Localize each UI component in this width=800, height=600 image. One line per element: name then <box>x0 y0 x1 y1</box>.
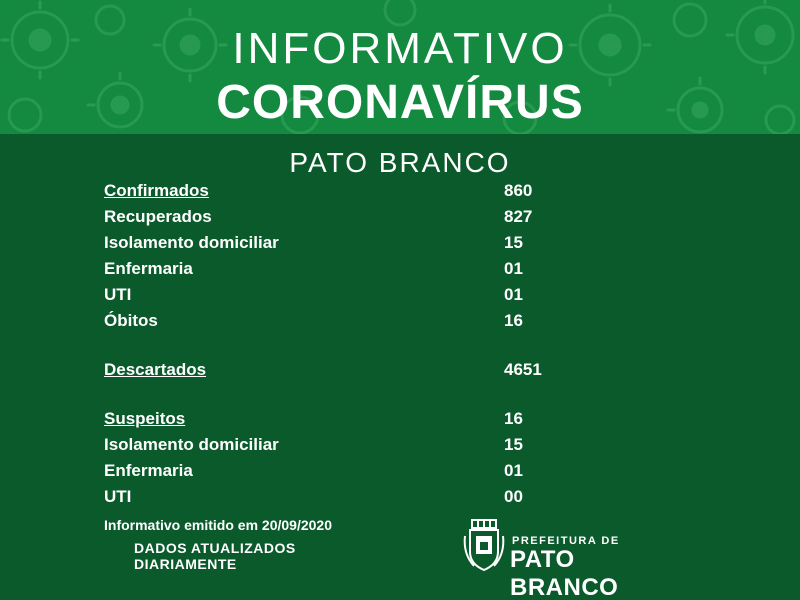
stat-row-obitos <box>104 308 664 334</box>
stat-label: Enfermaria <box>104 461 193 480</box>
stat-row-suspeitos <box>104 406 664 432</box>
stat-row-suspeitos-enfermaria <box>104 458 664 484</box>
stat-value: 827 <box>504 207 533 226</box>
stat-row-descartados <box>104 357 664 383</box>
emitted-date-note: Informativo emitido em 20/09/2020 <box>104 517 332 533</box>
stat-row-confirmados <box>104 178 664 204</box>
city-crest-icon <box>462 518 506 574</box>
statistics-table <box>104 178 664 510</box>
stat-value: 16 <box>504 311 523 330</box>
stat-row-recuperados <box>104 204 664 230</box>
stat-value: 01 <box>504 461 523 480</box>
stat-value: 15 <box>504 233 523 252</box>
logo-city-text: PATO BRANCO <box>510 546 619 600</box>
stat-row-suspeitos-isolamento <box>104 432 664 458</box>
stat-row-isolamento <box>104 230 664 256</box>
stat-label: Isolamento domiciliar <box>104 233 279 252</box>
daily-update-note <box>134 540 296 572</box>
stat-label: UTI <box>104 487 132 506</box>
daily-update-line2: DIARIAMENTE <box>134 556 237 572</box>
section-spacer <box>104 334 664 357</box>
stat-row-suspeitos-uti <box>104 484 664 510</box>
stat-label: UTI <box>104 285 132 304</box>
stat-label: Isolamento domiciliar <box>104 435 279 454</box>
title-informativo: INFORMATIVO <box>232 24 568 73</box>
stat-label: Recuperados <box>104 207 212 226</box>
title-coronavirus: CORONAVÍRUS <box>216 76 584 129</box>
stat-value: 01 <box>504 285 523 304</box>
daily-update-line1: DADOS ATUALIZADOS <box>134 540 296 556</box>
stat-row-uti <box>104 282 664 308</box>
prefeitura-logo <box>462 518 682 600</box>
stat-value: 01 <box>504 259 523 278</box>
stat-value: 00 <box>504 487 523 506</box>
stat-value: 860 <box>504 181 533 200</box>
stat-label: Confirmados <box>104 181 209 200</box>
stat-value: 16 <box>504 409 523 428</box>
stat-row-enfermaria <box>104 256 664 282</box>
city-heading: PATO BRANCO <box>289 147 511 178</box>
stat-value: 4651 <box>504 360 542 379</box>
stat-label: Descartados <box>104 360 207 379</box>
stat-label: Suspeitos <box>104 409 186 428</box>
logo-prefeitura-text: PREFEITURA DE <box>512 535 620 547</box>
stat-label: Óbitos <box>104 311 158 330</box>
section-spacer <box>104 383 664 406</box>
header-banner <box>0 0 800 134</box>
stat-value: 15 <box>504 435 523 454</box>
stat-label: Enfermaria <box>104 259 193 278</box>
